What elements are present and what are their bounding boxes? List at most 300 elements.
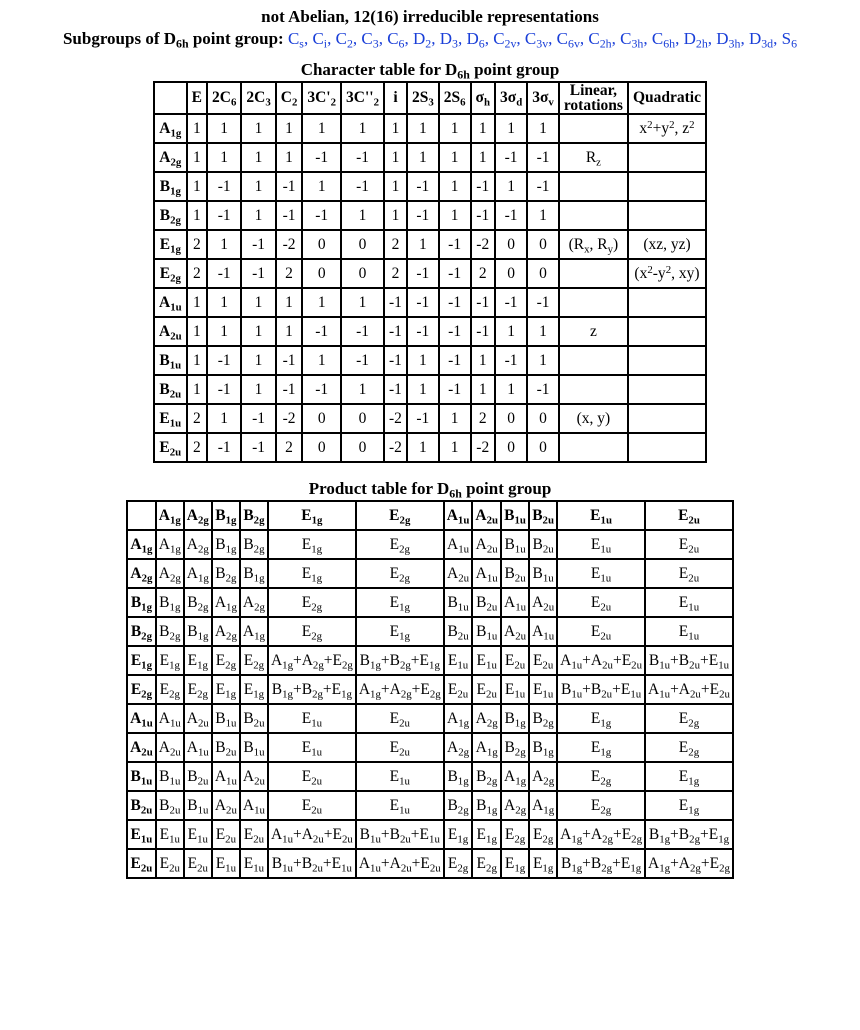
table-row — [127, 733, 733, 762]
character-cell: -1 — [276, 375, 303, 404]
column-header: $B_{2u}$ — [529, 501, 557, 530]
product-cell: $E_{1g}$ — [184, 646, 212, 675]
product-cell: $E_{1u}$ — [645, 588, 733, 617]
subgroup-link-c2v[interactable]: $C_{2v}$ — [493, 29, 517, 51]
product-cell: $A_{1u}$ — [501, 588, 529, 617]
product-cell: $B_{1g}$ — [529, 733, 557, 762]
product-cell: $B_{1u}$ — [501, 530, 529, 559]
irrep-label: $A_{1g}$ — [127, 530, 156, 559]
character-cell: 1 — [207, 143, 241, 172]
product-cell: $B_{1u}$ — [156, 762, 184, 791]
character-cell: 0 — [302, 259, 341, 288]
character-cell: -1 — [302, 143, 341, 172]
character-cell: 1 — [407, 143, 439, 172]
product-cell: $E_{1g}$ — [212, 675, 240, 704]
subgroup-link-s6[interactable]: $S_6$ — [781, 29, 798, 51]
character-cell: -1 — [407, 201, 439, 230]
character-cell: 1 — [439, 114, 471, 143]
irrep-label: $B_{1u}$ — [154, 346, 187, 375]
product-cell: $B_{1u}+B_{2u}+E_{1u}$ — [557, 675, 645, 704]
character-cell: 1 — [241, 143, 275, 172]
product-cell: $E_{2g}$ — [240, 646, 268, 675]
product-cell: $B_{2g}$ — [529, 704, 557, 733]
product-cell: $A_{2g}$ — [212, 617, 240, 646]
character-cell: -1 — [495, 346, 527, 375]
irrep-label: $E_{2u}$ — [127, 849, 156, 878]
product-cell: $E_{2u}$ — [356, 733, 444, 762]
column-header: $A_{1g}$ — [156, 501, 184, 530]
quadratic-cell: ($x^2-y^2$, xy) — [628, 259, 706, 288]
character-table-title: Character table for $D_{6h}$ point group — [300, 60, 560, 82]
table-row — [154, 143, 706, 172]
product-cell: $B_{2u}$ — [212, 733, 240, 762]
product-cell: $E_{2u}$ — [268, 762, 356, 791]
product-cell: $E_{1u}$ — [156, 820, 184, 849]
product-cell: $A_{1u}$ — [444, 530, 473, 559]
character-cell: -1 — [241, 230, 275, 259]
character-cell: 2 — [187, 433, 207, 462]
table-row — [127, 704, 733, 733]
character-cell: 0 — [302, 433, 341, 462]
character-cell: 2 — [187, 404, 207, 433]
table-row — [127, 530, 733, 559]
column-header: $A_{1u}$ — [444, 501, 473, 530]
product-cell: $E_{1g}$ — [501, 849, 529, 878]
product-cell: $B_{2u}$ — [472, 588, 501, 617]
quadratic-cell — [628, 143, 706, 172]
product-cell: $E_{1u}$ — [501, 675, 529, 704]
subgroup-link-d2h[interactable]: $D_{2h}$ — [683, 29, 708, 51]
product-cell: $B_{1g}$ — [501, 704, 529, 733]
table-row — [154, 288, 706, 317]
product-cell: $B_{2g}$ — [184, 588, 212, 617]
product-cell: $B_{1g}$ — [184, 617, 212, 646]
product-cell: $A_{1g}+A_{2g}+E_{2g}$ — [645, 849, 733, 878]
character-cell: -1 — [341, 317, 384, 346]
product-cell: $E_{1g}$ — [645, 762, 733, 791]
subgroups-line — [0, 28, 860, 50]
character-cell: -1 — [407, 172, 439, 201]
product-cell: $B_{2g}$ — [472, 762, 501, 791]
character-cell: -1 — [276, 172, 303, 201]
product-cell: $E_{1g}$ — [444, 820, 473, 849]
product-cell: $E_{1u}$ — [268, 704, 356, 733]
character-cell: -1 — [302, 317, 341, 346]
character-cell: -1 — [384, 317, 407, 346]
quadratic-cell — [628, 288, 706, 317]
subgroup-link-c2[interactable]: $C_2$ — [335, 29, 353, 51]
character-cell: -1 — [527, 143, 559, 172]
product-cell: $A_{2g}$ — [501, 791, 529, 820]
irrep-label: $B_{1g}$ — [154, 172, 187, 201]
character-cell: 1 — [495, 375, 527, 404]
character-cell: 0 — [495, 230, 527, 259]
character-cell: 1 — [187, 114, 207, 143]
character-cell: 1 — [207, 404, 241, 433]
column-header: $A_{2g}$ — [184, 501, 212, 530]
linear-rotation-cell: $R_z$ — [559, 143, 628, 172]
character-cell: 1 — [495, 317, 527, 346]
subgroup-link-d3h[interactable]: $D_{3h}$ — [716, 29, 741, 51]
irrep-label: $A_{1u}$ — [154, 288, 187, 317]
irrep-label: $B_{2u}$ — [154, 375, 187, 404]
table-row — [127, 646, 733, 675]
character-cell: 0 — [341, 259, 384, 288]
character-cell: 1 — [187, 375, 207, 404]
character-cell: -2 — [384, 433, 407, 462]
corner-cell — [154, 82, 187, 114]
product-cell: $E_{2u}$ — [444, 675, 473, 704]
product-cell: $A_{2u}$ — [501, 617, 529, 646]
subgroup-links — [287, 29, 798, 51]
character-cell: -2 — [471, 433, 495, 462]
product-cell: $E_{2g}$ — [557, 762, 645, 791]
character-cell: 1 — [187, 201, 207, 230]
subgroup-link-d3[interactable]: $D_3$ — [439, 29, 458, 51]
subgroup-separator: , — [611, 29, 621, 48]
character-cell: 1 — [276, 114, 303, 143]
character-cell: 1 — [471, 375, 495, 404]
subgroup-separator: , — [352, 29, 362, 48]
product-cell: $E_{1g}$ — [645, 791, 733, 820]
irrep-label: $A_{2u}$ — [127, 733, 156, 762]
product-cell: $A_{1g}$ — [240, 617, 268, 646]
character-cell: 1 — [439, 201, 471, 230]
character-cell: -1 — [471, 288, 495, 317]
subgroup-link-ci[interactable]: $C_i$ — [312, 29, 328, 51]
column-header: E — [187, 82, 207, 114]
character-cell: 1 — [407, 433, 439, 462]
product-cell: $B_{1g}$ — [444, 762, 473, 791]
linear-rotation-cell — [559, 172, 628, 201]
character-cell: 0 — [341, 230, 384, 259]
subgroup-link-d6[interactable]: $D_6$ — [466, 29, 485, 51]
irrep-label: $E_{2g}$ — [127, 675, 156, 704]
subgroup-separator: , — [404, 29, 413, 48]
product-cell: $E_{2g}$ — [212, 646, 240, 675]
table-row — [154, 172, 706, 201]
product-cell: $E_{2g}$ — [156, 675, 184, 704]
character-cell: 1 — [407, 375, 439, 404]
subgroup-link-c6h[interactable]: $C_{6h}$ — [651, 29, 676, 51]
character-cell: -1 — [495, 201, 527, 230]
product-cell: $A_{1u}$ — [472, 559, 501, 588]
column-header: $3C''_2$ — [341, 82, 384, 114]
product-cell: $E_{1g}$ — [557, 733, 645, 762]
character-cell: 1 — [471, 114, 495, 143]
character-cell: 1 — [207, 288, 241, 317]
product-cell: $B_{2u}$ — [156, 791, 184, 820]
product-cell: $A_{2u}$ — [240, 762, 268, 791]
product-cell: $E_{2u}$ — [501, 646, 529, 675]
character-cell: 1 — [276, 317, 303, 346]
product-cell: $A_{1u}+A_{2u}+E_{2u}$ — [356, 849, 444, 878]
table-row — [154, 201, 706, 230]
product-cell: $E_{1u}$ — [356, 791, 444, 820]
character-cell: -1 — [439, 230, 471, 259]
product-cell: $A_{1g}+A_{2g}+E_{2g}$ — [356, 675, 444, 704]
character-cell: 1 — [471, 346, 495, 375]
table-row — [154, 230, 706, 259]
character-cell: 0 — [495, 259, 527, 288]
character-cell: 1 — [407, 230, 439, 259]
column-header: $2C_6$ — [207, 82, 241, 114]
character-cell: 1 — [341, 375, 384, 404]
irrep-label: $E_{2u}$ — [154, 433, 187, 462]
quadratic-cell — [628, 346, 706, 375]
character-cell: 0 — [495, 404, 527, 433]
character-cell: -1 — [384, 346, 407, 375]
linear-rotation-cell — [559, 114, 628, 143]
character-cell: -1 — [495, 143, 527, 172]
column-header: $\sigma_h$ — [471, 82, 495, 114]
column-header: $C_2$ — [276, 82, 303, 114]
irrep-label: $E_{2g}$ — [154, 259, 187, 288]
product-cell: $B_{1u}$ — [472, 617, 501, 646]
subgroup-link-cs[interactable]: $C_s$ — [287, 29, 304, 51]
product-cell: $A_{1g}$ — [156, 530, 184, 559]
irrep-label: $B_{1u}$ — [127, 762, 156, 791]
product-cell: $B_{1u}+B_{2u}+E_{1u}$ — [356, 820, 444, 849]
product-table-header — [127, 501, 733, 530]
quadratic-cell — [628, 201, 706, 230]
product-cell: $A_{1u}$ — [156, 704, 184, 733]
character-cell: 2 — [276, 433, 303, 462]
column-header: $2S_3$ — [407, 82, 439, 114]
product-cell: $E_{2u}$ — [212, 820, 240, 849]
linear-rotation-cell: z — [559, 317, 628, 346]
column-header: $3\sigma_d$ — [495, 82, 527, 114]
character-cell: 1 — [241, 346, 275, 375]
product-cell: $A_{1u}$ — [212, 762, 240, 791]
product-cell: $E_{1u}$ — [444, 646, 473, 675]
character-cell: -1 — [384, 375, 407, 404]
product-cell: $B_{2g}$ — [212, 559, 240, 588]
subgroup-separator: , — [548, 29, 557, 48]
product-cell: $A_{1u}$ — [184, 733, 212, 762]
product-cell: $E_{1u}$ — [529, 675, 557, 704]
character-cell: -1 — [439, 346, 471, 375]
column-header: $B_{2g}$ — [240, 501, 268, 530]
character-cell: 1 — [302, 114, 341, 143]
column-header: $E_{2u}$ — [645, 501, 733, 530]
linear-rotation-cell: ($R_x$, $R_y$) — [559, 230, 628, 259]
table-row — [154, 317, 706, 346]
table-row — [127, 762, 733, 791]
product-cell: $E_{1u}$ — [557, 530, 645, 559]
subgroup-separator: , — [378, 29, 388, 48]
character-cell: -1 — [302, 201, 341, 230]
product-cell: $A_{2u}$ — [212, 791, 240, 820]
subgroup-separator: , — [431, 29, 440, 48]
character-cell: 1 — [527, 201, 559, 230]
product-cell: $A_{2g}$ — [444, 733, 473, 762]
table-row — [127, 820, 733, 849]
character-cell: -1 — [439, 317, 471, 346]
character-table-header — [154, 82, 706, 114]
linear-rotation-cell — [559, 346, 628, 375]
product-cell: $E_{2u}$ — [356, 704, 444, 733]
character-cell: 1 — [384, 201, 407, 230]
character-cell: -1 — [207, 172, 241, 201]
subgroup-separator: , — [303, 29, 313, 48]
character-cell: 2 — [384, 259, 407, 288]
character-cell: 1 — [341, 201, 384, 230]
product-cell: $A_{1u}+A_{2u}+E_{2u}$ — [557, 646, 645, 675]
character-cell: 1 — [302, 172, 341, 201]
product-cell: $A_{2g}$ — [472, 704, 501, 733]
column-header: $3C'_2$ — [302, 82, 341, 114]
product-cell: $E_{1u}$ — [212, 849, 240, 878]
table-row — [154, 375, 706, 404]
character-cell: 1 — [527, 346, 559, 375]
subgroup-link-c6v[interactable]: $C_{6v}$ — [556, 29, 580, 51]
character-cell: 0 — [527, 259, 559, 288]
irrep-label: $E_{1u}$ — [154, 404, 187, 433]
subgroup-link-c2h[interactable]: $C_{2h}$ — [588, 29, 612, 51]
product-cell: $B_{1u}+B_{2u}+E_{1u}$ — [645, 646, 733, 675]
column-header: $2S_6$ — [439, 82, 471, 114]
character-cell: -1 — [302, 375, 341, 404]
character-cell: -1 — [341, 172, 384, 201]
character-cell: 0 — [527, 433, 559, 462]
subgroup-separator: , — [740, 29, 749, 48]
product-cell: $A_{1g}+A_{2g}+E_{2g}$ — [268, 646, 356, 675]
character-cell: 0 — [527, 404, 559, 433]
subgroup-separator: , — [516, 29, 525, 48]
product-cell: $A_{1g}+A_{2g}+E_{2g}$ — [557, 820, 645, 849]
column-header: $B_{1g}$ — [212, 501, 240, 530]
irrep-label: $E_{1u}$ — [127, 820, 156, 849]
subgroup-link-d2[interactable]: $D_2$ — [412, 29, 432, 51]
character-cell: 1 — [439, 433, 471, 462]
product-cell: $B_{1g}+B_{2g}+E_{1g}$ — [268, 675, 356, 704]
product-cell: $E_{2u}$ — [472, 675, 501, 704]
quadratic-cell: $x^2+y^2$, $z^2$ — [628, 114, 706, 143]
page-title: not Abelian, 12(16) irreducible representations — [261, 7, 599, 26]
subgroup-link-d3d[interactable]: $D_{3d}$ — [748, 29, 774, 51]
product-cell: $E_{2u}$ — [529, 646, 557, 675]
character-cell: 1 — [241, 201, 275, 230]
table-row — [154, 346, 706, 375]
product-cell: $E_{2g}$ — [268, 588, 356, 617]
product-cell: $E_{1u}$ — [356, 762, 444, 791]
character-cell: 1 — [187, 317, 207, 346]
product-cell: $B_{1u}$ — [444, 588, 473, 617]
product-cell: $B_{1g}+B_{2g}+E_{1g}$ — [356, 646, 444, 675]
character-cell: 0 — [341, 433, 384, 462]
character-cell: 1 — [407, 114, 439, 143]
product-cell: $B_{2u}$ — [240, 704, 268, 733]
product-cell: $B_{1g}$ — [472, 791, 501, 820]
character-cell: 0 — [341, 404, 384, 433]
character-cell: -1 — [207, 433, 241, 462]
subgroup-link-c6[interactable]: $C_6$ — [387, 29, 405, 51]
table-row — [127, 791, 733, 820]
product-cell: $E_{1u}$ — [557, 559, 645, 588]
product-cell: $A_{2g}$ — [529, 762, 557, 791]
product-cell: $E_{1u}$ — [240, 849, 268, 878]
character-cell: -1 — [207, 201, 241, 230]
character-cell: -1 — [407, 259, 439, 288]
product-cell: $E_{2g}$ — [356, 530, 444, 559]
character-cell: 1 — [302, 346, 341, 375]
character-cell: -1 — [241, 404, 275, 433]
product-cell: $E_{1g}$ — [356, 588, 444, 617]
subgroup-link-c3h[interactable]: $C_{3h}$ — [620, 29, 644, 51]
product-cell: $E_{1g}$ — [240, 675, 268, 704]
subgroup-link-c3v[interactable]: $C_{3v}$ — [524, 29, 549, 51]
column-header: $E_{2g}$ — [356, 501, 444, 530]
subgroup-link-c3[interactable]: $C_3$ — [361, 29, 379, 51]
product-cell: $A_{2u}$ — [444, 559, 473, 588]
product-cell: $A_{2u}$ — [529, 588, 557, 617]
character-cell: -1 — [471, 201, 495, 230]
product-cell: $E_{1g}$ — [268, 559, 356, 588]
character-cell: 2 — [471, 404, 495, 433]
product-cell: $B_{2u}$ — [501, 559, 529, 588]
subgroup-separator: , — [579, 29, 589, 48]
product-cell: $B_{2g}$ — [156, 617, 184, 646]
product-cell: $E_{2u}$ — [184, 849, 212, 878]
irrep-label: $B_{2u}$ — [127, 791, 156, 820]
character-cell: 2 — [187, 259, 207, 288]
product-cell: $E_{1g}$ — [268, 530, 356, 559]
character-cell: -1 — [207, 375, 241, 404]
column-header: $2C_3$ — [241, 82, 275, 114]
character-cell: -1 — [527, 288, 559, 317]
product-cell: $B_{1g}$ — [240, 559, 268, 588]
character-cell: 1 — [439, 172, 471, 201]
product-cell: $B_{1g}$ — [212, 530, 240, 559]
character-cell: 1 — [407, 346, 439, 375]
product-cell: $E_{2g}$ — [444, 849, 473, 878]
character-cell: 1 — [187, 346, 207, 375]
product-cell: $A_{1g}$ — [472, 733, 501, 762]
irrep-label: $A_{1g}$ — [154, 114, 187, 143]
character-cell: 1 — [495, 172, 527, 201]
character-cell: -1 — [439, 259, 471, 288]
linear-rotation-cell — [559, 375, 628, 404]
character-cell: 1 — [276, 143, 303, 172]
column-header: $B_{1u}$ — [501, 501, 529, 530]
character-cell: 1 — [241, 317, 275, 346]
character-cell: 2 — [384, 230, 407, 259]
character-cell: 1 — [495, 114, 527, 143]
product-cell: $A_{1u}+A_{2u}+E_{2u}$ — [645, 675, 733, 704]
character-cell: 1 — [241, 288, 275, 317]
linear-rotation-cell — [559, 433, 628, 462]
table-row — [127, 675, 733, 704]
product-cell: $B_{1u}+B_{2u}+E_{1u}$ — [268, 849, 356, 878]
character-cell: 0 — [302, 404, 341, 433]
product-cell: $A_{1g}$ — [529, 791, 557, 820]
column-header: Quadratic — [628, 82, 706, 114]
product-cell: $B_{1u}$ — [240, 733, 268, 762]
character-cell: -1 — [407, 317, 439, 346]
product-cell: $A_{1g}$ — [212, 588, 240, 617]
column-header: $3\sigma_v$ — [527, 82, 559, 114]
product-cell: $B_{2g}$ — [240, 530, 268, 559]
product-cell: $E_{2u}$ — [645, 559, 733, 588]
product-cell: $B_{1u}$ — [184, 791, 212, 820]
character-cell: 1 — [384, 172, 407, 201]
quadratic-cell — [628, 317, 706, 346]
product-cell: $E_{2u}$ — [557, 588, 645, 617]
irrep-label: $A_{2u}$ — [154, 317, 187, 346]
product-cell: $A_{2u}$ — [184, 704, 212, 733]
character-cell: 1 — [471, 143, 495, 172]
